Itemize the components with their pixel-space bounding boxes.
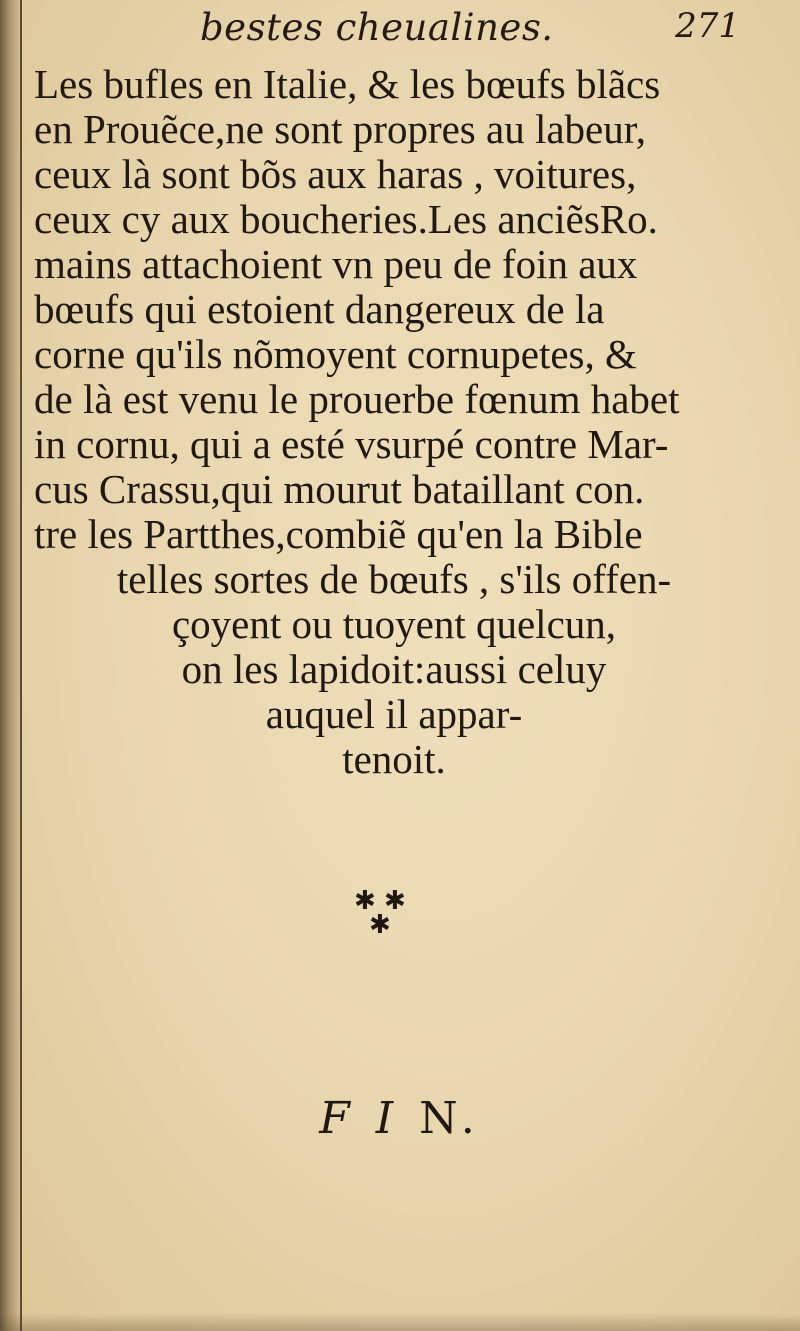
page-header bbox=[200, 6, 740, 56]
text-line: ceux cy aux boucheries.Les anciẽsRo. bbox=[34, 196, 658, 242]
text-line: Les bufles en Italie, & les bœufs blãcs bbox=[34, 61, 661, 107]
asterism-ornament bbox=[340, 886, 420, 946]
page-number: 271 bbox=[675, 6, 740, 46]
text-line: in cornu, qui a esté vsurpé contre Mar- bbox=[34, 421, 669, 467]
text-line: auquel il appar- bbox=[265, 691, 523, 737]
text-line: corne qu'ils nõmoyent cornupetes, & bbox=[34, 331, 637, 377]
star-icon: ✱ bbox=[369, 910, 391, 940]
fin-colophon bbox=[0, 1093, 800, 1144]
text-line: mains attachoient vn peu de foin aux bbox=[34, 241, 638, 287]
star-icon: ✱ bbox=[384, 886, 406, 916]
fin-italic: F I bbox=[319, 1093, 400, 1144]
text-line: en Prouẽce,ne sont propres au labeur, bbox=[34, 106, 646, 152]
text-line: bœufs qui estoient dangereux de la bbox=[34, 286, 605, 332]
text-line: de là est venu le prouerbe fœnum habet bbox=[34, 376, 680, 422]
text-line: telles sortes de bœufs , s'ils offen- bbox=[116, 556, 672, 602]
text-line: tre les Partthes,combiẽ qu'en la Bible bbox=[34, 511, 643, 557]
text-line: ceux là sont bõs aux haras , voitures, bbox=[34, 151, 637, 197]
body-text bbox=[34, 62, 754, 782]
text-line: cus Crassu,qui mourut bataillant con. bbox=[34, 466, 645, 512]
text-line: on les lapidoit:aussi celuy bbox=[181, 646, 607, 692]
fin-roman: N. bbox=[419, 1093, 481, 1144]
running-head: bestes cheualines. bbox=[200, 6, 554, 49]
text-line: çoyent ou tuoyent quelcun, bbox=[171, 601, 617, 647]
star-icon: ✱ bbox=[354, 886, 376, 916]
page-bottom-edge bbox=[0, 1313, 800, 1331]
text-line: tenoit. bbox=[342, 736, 446, 782]
